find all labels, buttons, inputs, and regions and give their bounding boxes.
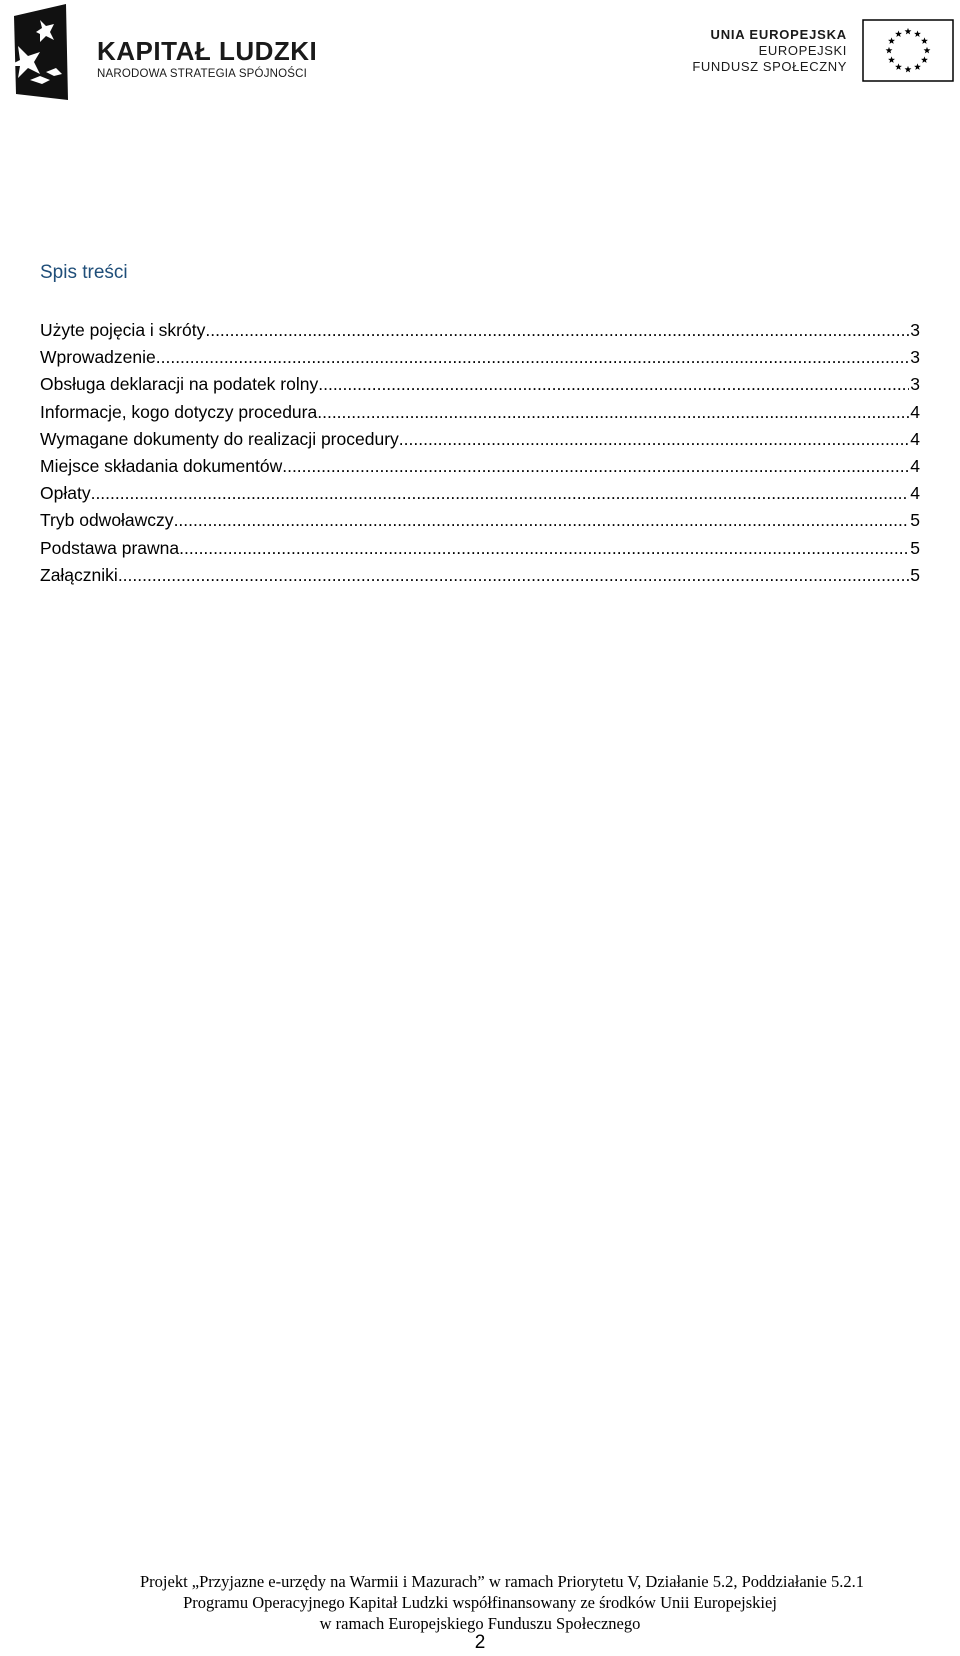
toc-entry[interactable]	[40, 507, 920, 534]
toc-entry[interactable]	[40, 480, 920, 507]
toc-leader-dots	[282, 453, 909, 480]
eu-flag-icon	[862, 19, 954, 82]
toc-entry-page: 3	[910, 374, 920, 395]
page-footer	[0, 1571, 960, 1634]
toc-entry[interactable]	[40, 453, 920, 480]
toc-entry-title: Wymagane dokumenty do realizacji procedury	[40, 428, 399, 449]
toc-entry-title: Załączniki	[40, 564, 118, 585]
toc-entry-title: Miejsce składania dokumentów	[40, 455, 283, 476]
toc-leader-dots	[174, 507, 910, 534]
kapital-ludzki-subtitle: NARODOWA STRATEGIA SPÓJNOŚCI	[97, 68, 308, 80]
footer-line-3: w ramach Europejskiego Funduszu Społecznego	[319, 1614, 641, 1633]
toc-heading: Spis treści	[40, 262, 128, 283]
toc-leader-dots	[317, 399, 909, 426]
toc-leader-dots	[318, 371, 909, 398]
toc-entry-page: 4	[910, 483, 920, 504]
toc-entry[interactable]	[40, 399, 920, 426]
toc-entry[interactable]	[40, 535, 920, 562]
toc-entry[interactable]	[40, 371, 920, 398]
toc-entry-title: Tryb odwoławczy	[40, 510, 174, 531]
toc-entry-title: Obsługa deklaracji na podatek rolny	[40, 374, 319, 395]
toc-entry[interactable]	[40, 562, 920, 589]
toc-leader-dots	[399, 426, 909, 453]
table-of-contents	[40, 317, 920, 589]
kapital-ludzki-title: KAPITAŁ LUDZKI	[97, 36, 318, 66]
footer-line-1: Projekt „Przyjazne e-urzędy na Warmii i Mazurach” w ramach Priorytetu V, Działanie 5.2, Poddziałanie 5.2.1	[140, 1572, 864, 1591]
toc-entry-page: 4	[910, 428, 920, 449]
toc-leader-dots	[205, 317, 909, 344]
toc-leader-dots	[179, 535, 909, 562]
footer-line-2: Programu Operacyjnego Kapitał Ludzki współfinansowany ze środków Unii Europejskiej	[183, 1593, 777, 1612]
toc-entry-page: 3	[910, 347, 920, 368]
toc-entry-page: 5	[910, 537, 920, 558]
toc-entry-title: Podstawa prawna	[40, 537, 180, 558]
toc-entry-title: Informacje, kogo dotyczy procedura	[40, 401, 318, 422]
eu-line-3: FUNDUSZ SPOŁECZNY	[692, 59, 847, 74]
toc-leader-dots	[91, 480, 910, 507]
toc-entry[interactable]	[40, 426, 920, 453]
toc-entry-page: 4	[910, 455, 920, 476]
page-number: 2	[474, 1632, 486, 1653]
toc-leader-dots	[118, 562, 909, 589]
eu-line-2: EUROPEJSKI	[758, 43, 847, 58]
toc-entry-title: Użyte pojęcia i skróty	[40, 320, 206, 340]
kapital-ludzki-wordmark	[97, 38, 317, 80]
kapital-ludzki-logo-icon	[6, 2, 74, 102]
toc-entry-page: 5	[910, 564, 920, 585]
eu-wordmark	[692, 27, 847, 75]
toc-leader-dots	[156, 344, 910, 371]
toc-entry-title: Opłaty	[40, 483, 91, 504]
toc-entry-page: 3	[910, 320, 920, 340]
toc-entry[interactable]	[40, 344, 920, 371]
page-header	[0, 0, 960, 110]
toc-entry-page: 4	[910, 401, 920, 422]
eu-line-1: UNIA EUROPEJSKA	[710, 27, 847, 42]
toc-entry[interactable]	[40, 317, 920, 344]
toc-entry-page: 5	[910, 510, 920, 531]
toc-entry-title: Wprowadzenie	[40, 347, 156, 368]
